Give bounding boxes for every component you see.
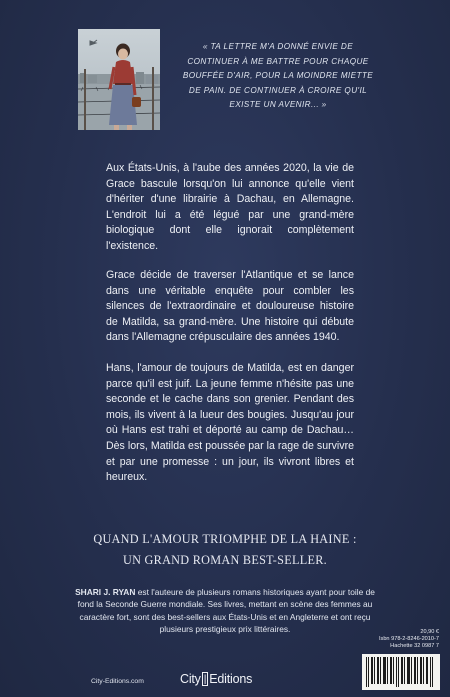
price: 20,90 € <box>420 629 439 635</box>
quote-line: « TA LETTRE M'A DONNÉ ENVIE DE <box>202 42 354 51</box>
logo-suffix: Editions <box>209 672 253 686</box>
logo-prefix: City <box>180 672 201 686</box>
hachette-code: Hachette 32 0987 7 <box>390 643 439 649</box>
synopsis-paragraph-2: Grace décide de traverser l'Atlantique et se lance dans une véritable enquête pour combler les silences de l'extraordinaire et douloureuse histoire de Matilda, sa grand-mère. Une histoire qui débute dans l'Allemagne crépusculaire des années 1940. <box>106 269 354 344</box>
tagline-line-1: QUAND L'AMOUR TRIOMPHE DE LA HAINE : <box>93 532 357 546</box>
woman-at-barbed-wire-photo <box>78 29 160 130</box>
quote-line: BOUFFÉE D'AIR, POUR LA MOINDRE MIETTE <box>182 71 374 80</box>
synopsis-paragraph-1: Aux États-Unis, à l'aube des années 2020, la vie de Grace bascule lorsqu'on lui annonce qu'elle vient d'hériter d'une librairie à Dachau, en Allemagne. L'endroit lui a été légué par une grand-mère biologique dont elle ignorait complètement l'existence. <box>106 162 354 252</box>
quote-line: CONTINUER À ME BATTRE POUR CHAQUE <box>187 56 369 66</box>
pull-quote <box>178 40 378 113</box>
quote-line: EXISTE UN AVENIR... » <box>229 100 327 109</box>
tagline-line-2: UN GRAND ROMAN BEST-SELLER. <box>122 553 327 567</box>
author-bio-text: est l'auteure de plusieurs romans historiques ayant pour toile de fond la Seconde Guerre mondiale. Ses livres, mettant en scène des femmes au caractère fort, sont des best-sellers aux États-Unis et en Angleterre et ont reçu plusieurs prestigieux prix littéraires. <box>77 587 375 634</box>
barcode-graphic <box>362 654 440 690</box>
price-block <box>369 629 439 650</box>
author-name: SHARI J. RYAN <box>75 587 136 597</box>
isbn: Isbn 978-2-8246-2010-7 <box>378 636 439 642</box>
quote-line: DE PAIN. DE CONTINUER À CROIRE QU'IL <box>188 85 368 95</box>
publisher-logo <box>180 672 252 686</box>
publisher-website: City-Editions.com <box>91 678 144 685</box>
synopsis-paragraph-3: Hans, l'amour de toujours de Matilda, est en danger parce qu'il est juif. La jeune femme n'hésite pas une seconde et le cache dans son grenier. Pendant des mois, ils vivent à la lueur des bougies. Jusqu'au jour où Hans est trahi et déporté au camp de Dachau… Dès lors, Matilda est poussée par la rage de survivre et par une promesse : un jour, ils vivront libres et heureux. <box>106 362 354 484</box>
author-bio <box>75 586 375 635</box>
barcode <box>362 654 440 690</box>
logo-box: | <box>203 673 207 685</box>
cover-photo <box>78 29 160 130</box>
